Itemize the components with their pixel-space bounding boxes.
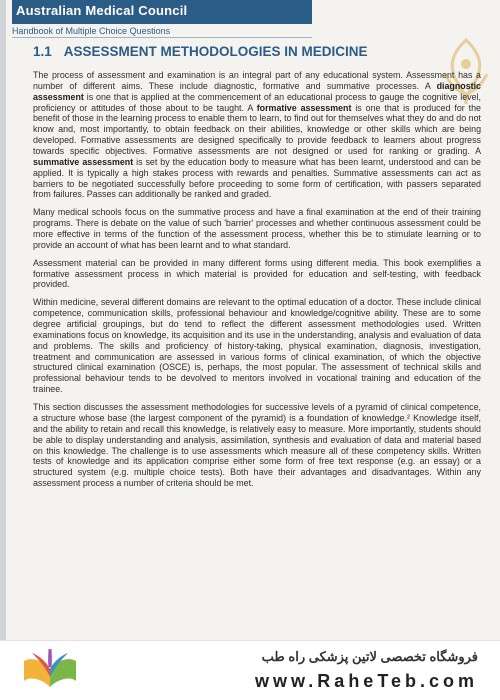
running-header-subtitle: Handbook of Multiple Choice Questions — [12, 26, 312, 38]
term-summative: summative assessment — [33, 156, 134, 167]
footer-banner — [0, 640, 500, 700]
open-book-logo-icon — [20, 647, 80, 697]
paragraph-assessment-material: Assessment material can be provided in many different forms using different media. This book exemplifies a formative assessment process in which material is provided for education and self-testing, with feedback provided. — [33, 257, 481, 290]
paragraph-domains: Within medicine, several different domains are relevant to the optimal education of a doctor. These include clinical competence, communication skills, professional behaviour and knowledge/cognitive ability. These are to some degree artificial groupings, but do tend to reflect the different assessment methodologies used. Written examinations focus on knowledge, its acquisition and its use in the understanding, analysis and evaluation of data and problems. The skills and proficiency of history-taking, physical examination, diagnosis, investigation, treatment and communication are assessed in various forms of clinical examination, of which the objective structured clinical examination (OSCE) is, perhaps, the most popular. The assessment of technical skills and professional behaviour tends to be devolved to mentors involved in vocational training and education of the trainee. — [33, 297, 481, 395]
section-heading — [33, 44, 443, 59]
body-text — [33, 70, 481, 630]
section-number: 1.1 — [33, 44, 52, 59]
term-formative: formative assessment — [256, 102, 352, 113]
running-header-bar — [12, 0, 312, 24]
paragraph-pyramid: This section discusses the assessment methodologies for successive levels of a pyramid of clinical competence, a structure whose base (the largest component of the pyramid) is a foundation of knowledge.² Knowledge itself, and the ability to retain and recall this knowledge, is relatively easy to measure. More importantly, students should be able to display understanding and analysis, assimilation, synthesis and evaluation of data and material based on this knowledge. The challenge is to use assessments which measure all of these competency skills. Written tests of knowledge and its application comprise either some form of free text response (e.g. an essay) or a structured system (e.g. multiple choice tests). Both have their advantages and disadvantages. Within any assessment process a number of criteria should be met. — [33, 402, 481, 489]
paragraph-assessment-types: The process of assessment and examination is an integral part of any educational system. Assessment has a number of different aims. These include diagnostic, formative and summative processes. A diagnostic assessment is one that is applied at the commencement of an educational process to gauge the cognitive level, proficiency or attitudes of those about to be taught. A formative assessment is one that is produced for the benefit of those in the learning process to enable them to learn, to find out for themselves what they do and do not know and, most importantly, to obtain feedback on their abilities, knowledge or other skills which are being developed. Formative assessments are designed specifically to provide feedback to learners about progress towards specific objectives. Formative assessments are not designed or used for ranking or grading. A summative assessment is set by the education body to measure what has been learnt, understood and can be applied. It is typically a high stakes process with rewards and penalties. Summative assessments can act as barriers to be negotiated successfully before proceeding to some form of certification, with passers separated from failures. Passes can additionally be ranked and graded. — [33, 70, 481, 200]
footer-website-link[interactable]: www.RaheTeb.com — [254, 671, 478, 691]
paragraph-summative-focus: Many medical schools focus on the summative process and have a final examination at the end of their training programs. There is debate on the value of such 'barrier' processes and whether continuous assessment could be more effective in terms of the function of the assessment process, whether this be to stimulate learning or to provide an account of what has been learnt and to what standard. — [33, 207, 481, 250]
running-header-title: Australian Medical Council — [16, 3, 188, 18]
footer-store-name: فروشگاه تخصصی لاتین پزشکی راه طب — [261, 649, 478, 664]
term-diagnostic: diagnostic assessment — [33, 80, 481, 102]
section-title-text: ASSESSMENT METHODOLOGIES IN MEDICINE — [63, 44, 368, 59]
